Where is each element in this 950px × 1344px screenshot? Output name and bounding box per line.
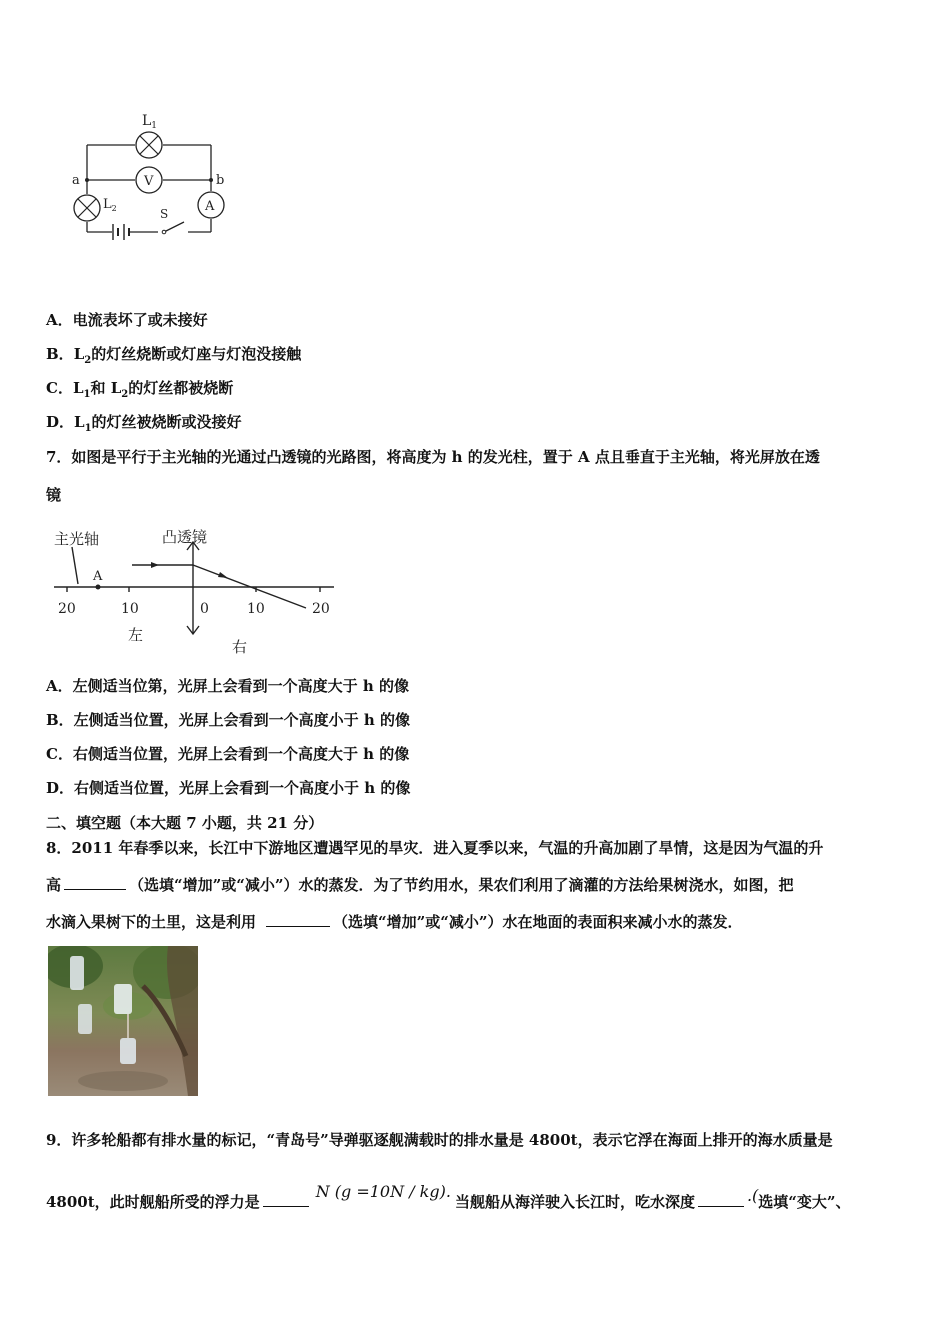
q8-line1: 8．2011 年春季以来，长江中下游地区遭遇罕见的旱灾．进入夏季以来，气温的升高加剧了旱情，这是因为气温的升 [46,839,824,857]
q8-line2: 高 （选填“增加”或“减小”）水的蒸发．为了节约用水，果农们利用了滴灌的方法给果树浇水，如图，把 [46,876,794,894]
label-b: b [216,173,225,188]
q9-line2: 4800t，此时舰船所受的浮力是N (g =10N / kg).当舰船从海洋驶入长江时，吃水深度 .(选填“变大”、 [46,1182,851,1211]
battery [113,224,129,240]
label-left: 左 [128,626,144,644]
circuit-diagram [60,105,240,250]
q7-option-c: C．右侧适当位置，光屏上会看到一个高度大于 h 的像 [46,745,410,763]
label-l2: $L_2$ [103,197,117,213]
q9-blank-1[interactable] [263,1192,309,1207]
q8-blank-2[interactable] [266,912,330,927]
tick-label-left-10: 10 [121,601,139,617]
q6-option-d: D．$L_1$的灯丝被烧断或没接好 [46,413,242,434]
lamp-l1 [136,132,162,158]
label-s: S [160,207,169,221]
q8-line3: 水滴入果树下的土里，这是利用 （选填“增加”或“减小”）水在地面的表面积来减小水的蒸发． [46,913,743,931]
lens-diagram [50,522,340,662]
drip-irrigation-photo [48,946,198,1096]
label-right: 右 [232,638,248,656]
label-v: V [144,174,154,189]
q7-option-d: D．右侧适当位置，光屏上会看到一个高度小于 h 的像 [46,779,411,797]
label-l1: $L_1$ [142,113,158,131]
q9-blank-2[interactable] [698,1192,744,1207]
tick-label-0: 0 [200,601,209,617]
tick-label-right-10: 10 [247,601,265,617]
label-a-meter: A [205,199,215,214]
q7-option-b: B．左侧适当位置，光屏上会看到一个高度小于 h 的像 [46,711,411,729]
q6-option-c: C．$L_1$和 $L_2$的灯丝都被烧断 [46,379,234,400]
tick-label-left-20: 20 [58,601,76,617]
label-a: a [72,173,80,188]
q8-blank-1[interactable] [64,875,126,890]
q7-option-a: A．左侧适当位第，光屏上会看到一个高度大于 h 的像 [46,677,409,695]
section2-title: 二、填空题（本大题 7 小题，共 21 分） [46,814,324,832]
label-convex-lens: 凸透镜 [162,528,208,546]
q7-stem-line1: 7．如图是平行于主光轴的光通过凸透镜的光路图，将高度为 h 的发光柱，置于 A 点且垂直于主光轴，将光屏放在透 [46,448,820,466]
label-point-a: A [93,569,103,584]
label-principal-axis: 主光轴 [54,530,100,548]
tick-label-right-20: 20 [312,601,330,617]
q7-stem-line2: 镜 [46,486,62,504]
q6-option-a: A．电流表坏了或未接好 [46,311,208,329]
q9-line1: 9．许多轮船都有排水量的标记，“青岛号”导弹驱逐舰满载时的排水量是 4800t，表示它浮在海面上排开的海水质量是 [46,1131,833,1149]
lamp-l2 [74,195,100,221]
q6-option-b: B．$L_2$的灯丝烧断或灯座与灯泡没接触 [46,345,302,366]
